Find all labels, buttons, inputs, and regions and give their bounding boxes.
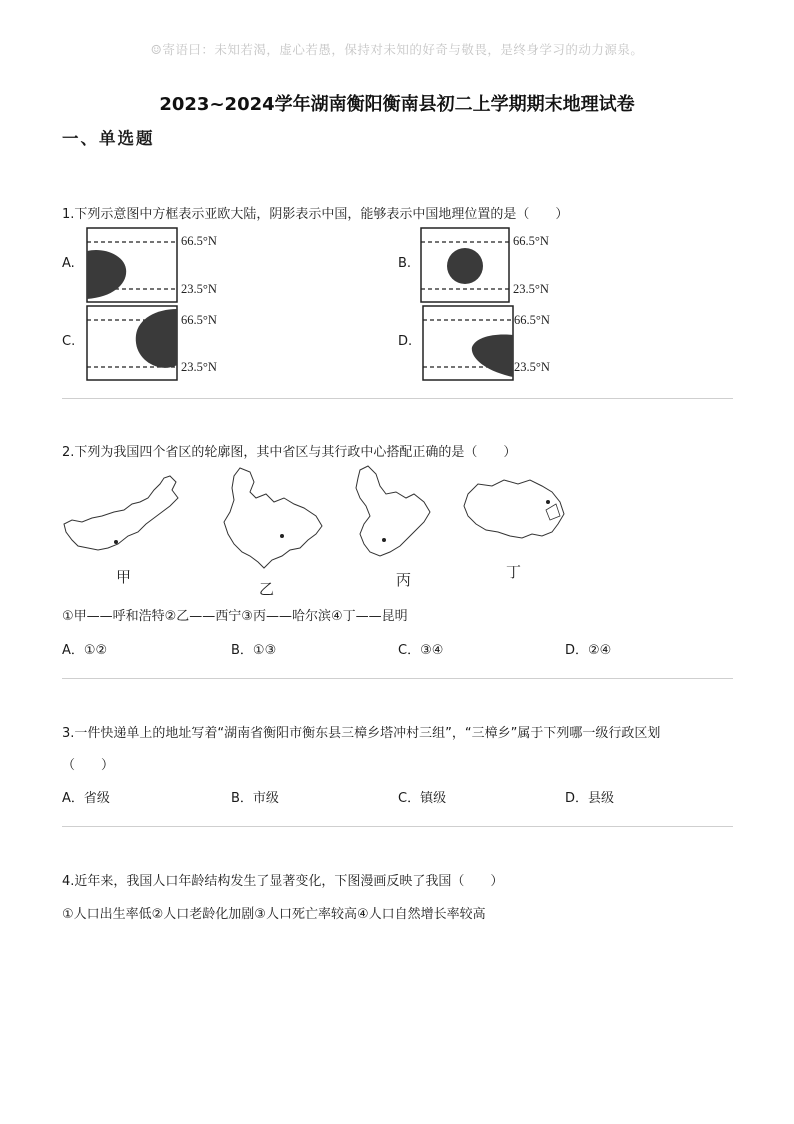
q3-choice-d[interactable]: D．县级 bbox=[565, 791, 615, 806]
q1-option-b-label[interactable]: B. bbox=[398, 256, 412, 271]
q1-option-a-diagram bbox=[86, 227, 178, 303]
china-shadow bbox=[447, 248, 483, 284]
separator bbox=[62, 678, 733, 679]
section-heading: 一、单选题 bbox=[62, 129, 155, 148]
province-yi-outline bbox=[220, 464, 330, 574]
motto: ☺寄语曰：未知若渴，虚心若愚，保持对未知的好奇与敬畏，是终身学习的动力源泉。 bbox=[150, 42, 644, 57]
q1-c-lat-bottom: 23.5°N bbox=[181, 360, 217, 374]
province-jia-outline bbox=[62, 472, 182, 562]
q1-c-lat-top: 66.5°N bbox=[181, 313, 217, 327]
province-ding-outline bbox=[462, 474, 572, 554]
question-1-text: 1.下列示意图中方框表示亚欧大陆，阴影表示中国，能够表示中国地理位置的是（ ） bbox=[62, 207, 569, 222]
province-bing-outline bbox=[350, 464, 440, 564]
question-2-statements: ①甲——呼和浩特②乙——西宁③丙——哈尔滨④丁——昆明 bbox=[62, 609, 408, 624]
province-jia-label: 甲 bbox=[116, 568, 132, 586]
q2-choice-d[interactable]: D．②④ bbox=[565, 643, 612, 658]
q1-option-d-label[interactable]: D. bbox=[398, 334, 413, 349]
question-3-text: 3.一件快递单上的地址写着“湖南省衡阳市衡东县三樟乡塔冲村三组”，“三樟乡”属于下列哪一级行政区划 bbox=[62, 726, 661, 741]
q1-option-c-diagram bbox=[86, 305, 178, 381]
question-2-text: 2.下列为我国四个省区的轮廓图，其中省区与其行政中心搭配正确的是（ ） bbox=[62, 445, 517, 460]
q1-b-lat-bottom: 23.5°N bbox=[513, 282, 549, 296]
separator bbox=[62, 826, 733, 827]
q3-choice-c[interactable]: C．镇级 bbox=[398, 791, 447, 806]
q2-choice-c[interactable]: C．③④ bbox=[398, 643, 444, 658]
q1-option-c-label[interactable]: C. bbox=[62, 334, 76, 349]
q2-choice-b[interactable]: B．①③ bbox=[231, 643, 277, 658]
q1-d-lat-top: 66.5°N bbox=[514, 313, 550, 327]
question-3-blank: （ ） bbox=[62, 758, 115, 773]
province-ding-label: 丁 bbox=[506, 563, 522, 581]
q1-option-b-diagram bbox=[420, 227, 510, 303]
q1-b-lat-top: 66.5°N bbox=[513, 234, 549, 248]
q1-option-a-label[interactable]: A. bbox=[62, 256, 75, 271]
q2-choice-a[interactable]: A．①② bbox=[62, 643, 108, 658]
province-yi-label: 乙 bbox=[259, 580, 275, 598]
q1-option-d-diagram bbox=[422, 305, 514, 381]
q3-choice-b[interactable]: B．市级 bbox=[231, 791, 279, 806]
exam-title: 2023~2024学年湖南衡阳衡南县初二上学期期末地理试卷 bbox=[159, 94, 635, 115]
q3-choice-a[interactable]: A．省级 bbox=[62, 791, 110, 806]
separator bbox=[62, 398, 733, 399]
q1-d-lat-bottom: 23.5°N bbox=[514, 360, 550, 374]
q1-a-lat-bottom: 23.5°N bbox=[181, 282, 217, 296]
q1-a-lat-top: 66.5°N bbox=[181, 234, 217, 248]
question-4-text: 4.近年来，我国人口年龄结构发生了显著变化，下图漫画反映了我国（ ） bbox=[62, 874, 504, 889]
question-4-statements: ①人口出生率低②人口老龄化加剧③人口死亡率较高④人口自然增长率较高 bbox=[62, 907, 486, 922]
province-bing-label: 丙 bbox=[396, 571, 412, 589]
